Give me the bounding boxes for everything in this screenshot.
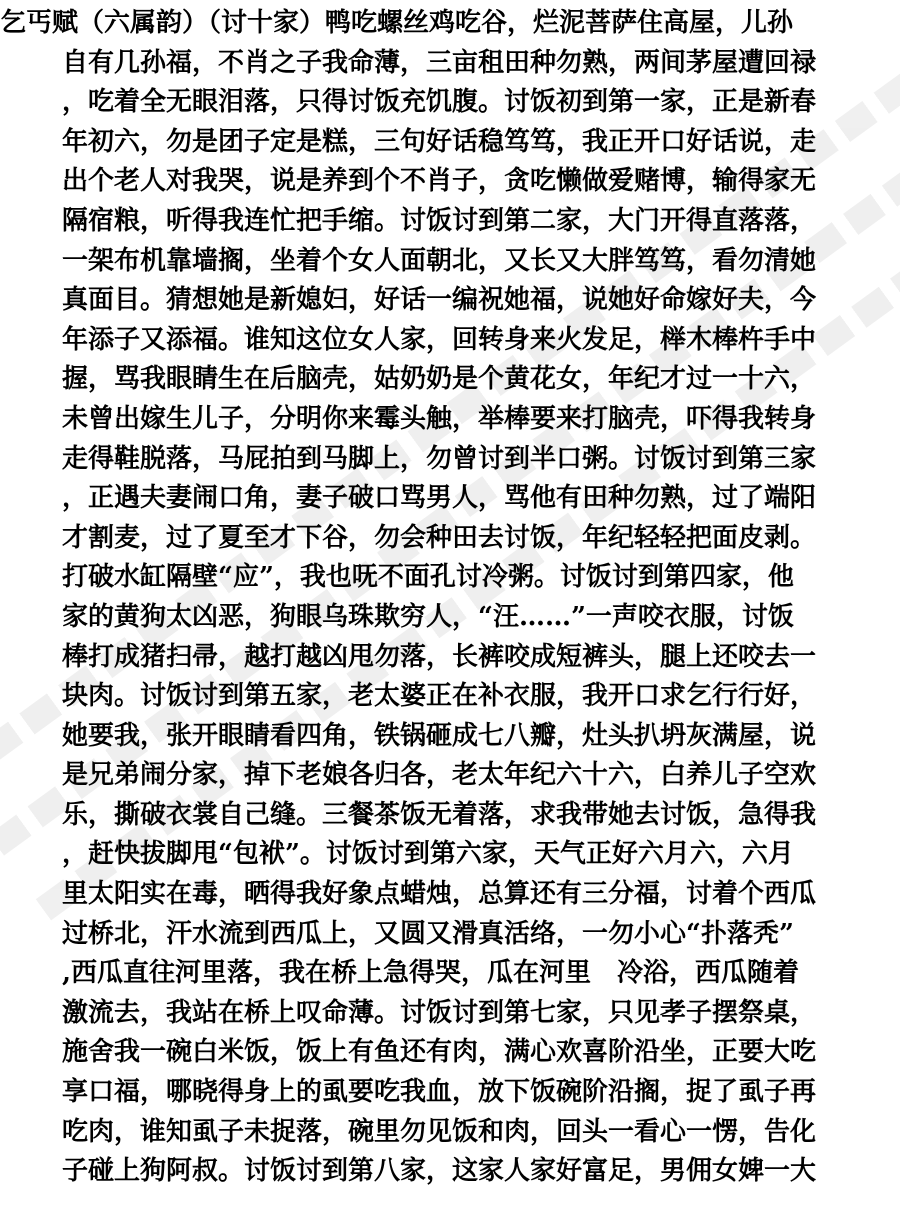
text-line: 家的黄狗太凶恶，狗眼乌珠欺穷人，“汪……”一声咬衣服，讨饭 (62, 601, 794, 632)
text-line: 子碰上狗阿叔。讨饭讨到第八家，这家人家好富足，男佣女婢一大 (62, 1156, 817, 1187)
text-line: 年初六，勿是团子定是糕，三句好话稳笃笃，我正开口好话说，走 (62, 126, 817, 157)
text-line: ，正遇夫妻闹口角，妻子破口骂男人，骂他有田种勿熟，过了端阳 (62, 483, 817, 514)
text-line: 享口福，哪晓得身上的虱要吃我血，放下饭碗阶沿搁，捉了虱子再 (62, 1077, 817, 1108)
text-line: ,西瓜直往河里落，我在桥上急得哭，瓜在河里 冷浴，西瓜随着 (62, 958, 800, 989)
text-line: 一架布机靠墙搁，坐着个女人面朝北，又长又大胖笃笃，看勿清她 (62, 245, 817, 276)
text-line: 未曾出嫁生儿子，分明你来霉头触，举棒要来打脑壳，吓得我转身 (62, 403, 817, 434)
text-line: 自有几孙福，不肖之子我命薄，三亩租田种勿熟，两间茅屋遭回禄 (62, 47, 817, 78)
text-line: ，赶快拔脚甩“包袱”。讨饭讨到第六家，天气正好六月六，六月 (62, 839, 794, 870)
text-line: 吃肉，谁知虱子未捉落，碗里勿见饭和肉，回头一看心一愣，告化 (62, 1116, 817, 1147)
text-line: 块肉。讨饭讨到第五家，老太婆正在补衣服，我开口求乞行行好， (62, 681, 817, 712)
text-line: 隔宿粮，听得我连忙把手缩。讨饭讨到第二家，大门开得直落落， (62, 205, 817, 236)
text-line: 棒打成猪扫帚，越打越凶甩勿落，长裤咬成短裤头，腿上还咬去一 (62, 641, 817, 672)
text-line-title: 乞丐赋（六属韵）（讨十家）鸭吃螺丝鸡吃谷，烂泥菩萨住高屋，儿孙 (0, 8, 794, 38)
text-line: 乐，撕破衣裳自己缝。三餐茶饭无着落，求我带她去讨饭，急得我 (62, 799, 817, 830)
text-line: 里太阳实在毒，晒得我好象点蜡烛，总算还有三分福，讨着个西瓜 (62, 879, 817, 910)
text-line: 真面目。猜想她是新媳妇，好话一编祝她福，说她好命嫁好夫，今 (62, 285, 817, 316)
text-line: ，吃着全无眼泪落，只得讨饭充饥腹。讨饭初到第一家，正是新春 (62, 87, 817, 118)
text-line: 才割麦，过了夏至才下谷，勿会种田去讨饭，年纪轻轻把面皮剥。 (62, 522, 817, 553)
text-line: 施舍我一碗白米饭，饭上有鱼还有肉，满心欢喜阶沿坐，正要大吃 (62, 1037, 817, 1068)
text-line: 是兄弟闹分家，掉下老娘各归各，老太年纪六十六，白养儿子空欢 (62, 760, 817, 791)
text-line: 打破水缸隔壁“应”，我也呒不面孔讨冷粥。讨饭讨到第四家，他 (62, 562, 794, 593)
text-line: 激流去，我站在桥上叹命薄。讨饭讨到第七家，只见孝子摆祭桌， (62, 997, 817, 1028)
text-line: 过桥北，汗水流到西瓜上，又圆又滑真活络，一勿小心“扑落秃” (62, 918, 794, 949)
text-line: 走得鞋脱落，马屁拍到马脚上，勿曾讨到半口粥。讨饭讨到第三家 (62, 443, 817, 474)
text-line: 握，骂我眼睛生在后脑壳，姑奶奶是个黄花女，年纪才过一十六， (62, 364, 817, 395)
text-line: 她要我，张开眼睛看四角，铁锅砸成七八瓣，灶头扒坍灰满屋，说 (62, 720, 817, 751)
text-line: 年添子又添福。谁知这位女人家，回转身来火发足，榉木棒杵手中 (62, 324, 817, 355)
text-line: 出个老人对我哭，说是养到个不肖子，贪吃懒做爱赌博，输得家无 (62, 166, 817, 197)
body-text (0, 4, 880, 1192)
